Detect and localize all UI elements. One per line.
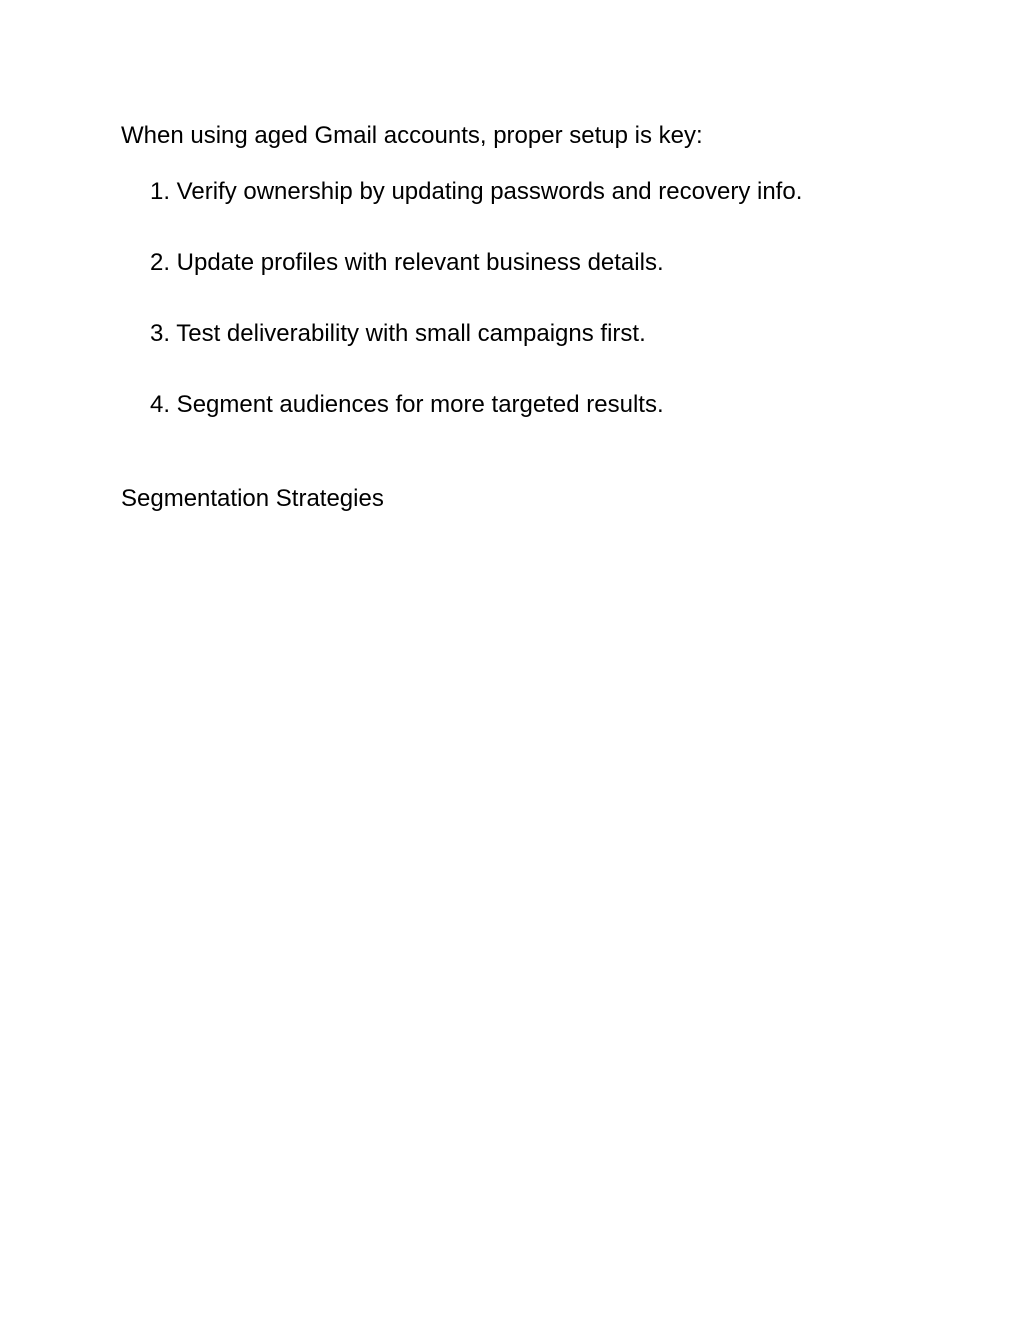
list-item: 3. Test deliverability with small campaigns first. xyxy=(150,320,646,347)
intro-paragraph: When using aged Gmail accounts, proper setup is key: xyxy=(121,122,703,149)
list-item: 1. Verify ownership by updating passwords and recovery info. xyxy=(150,178,803,205)
section-heading: Segmentation Strategies xyxy=(121,485,384,512)
list-item: 4. Segment audiences for more targeted results. xyxy=(150,391,664,418)
list-item: 2. Update profiles with relevant business details. xyxy=(150,249,664,276)
